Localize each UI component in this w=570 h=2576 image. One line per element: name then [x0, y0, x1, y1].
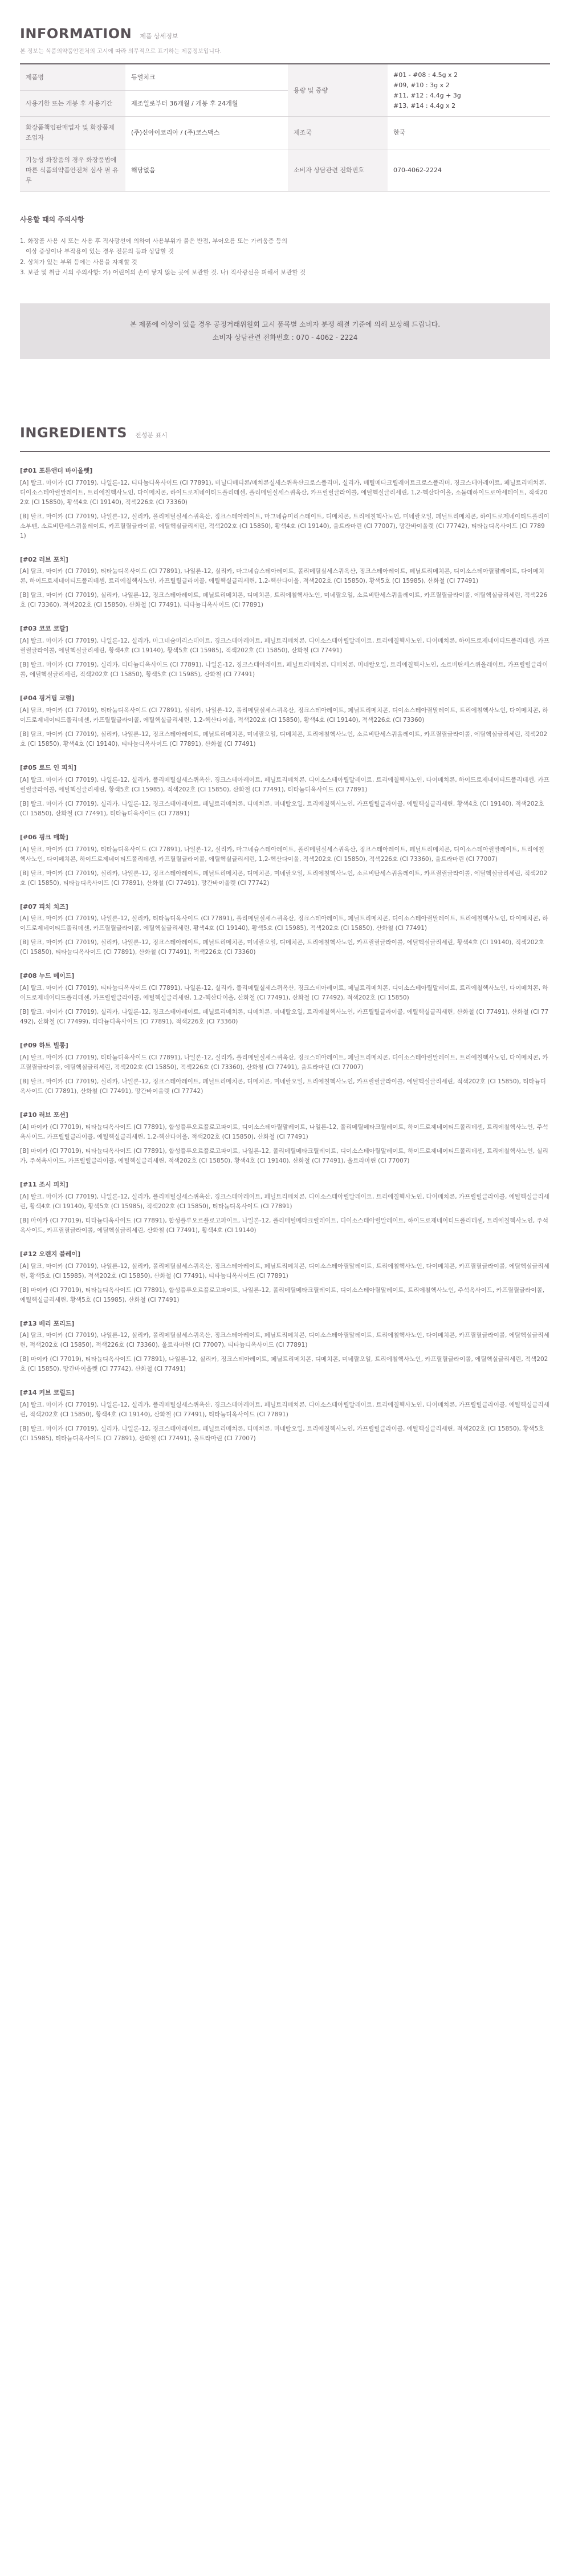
ingredient-group	[20, 1388, 550, 1444]
information-section	[20, 23, 550, 192]
information-header	[20, 23, 550, 45]
ingredient-entry: [B] 탈크, 마이카 (CI 77019), 실리카, 티타늄디옥사이드 (CI 77891), 나일론-12, 징크스테아레이트, 페닐트리메치콘, 디메치콘, 미네랄오일, 트리에칠헥사노인, 소르비탄세스퀴올레이트, 카프릴릴글라이콜, 에틸헥실글리세린, 적색202호 (CI 15850), 황색5호 (CI 15985), 산화철 (CI 77491)	[20, 661, 548, 678]
ingredient-group-title: [#06 핑크 매화]	[20, 833, 68, 841]
ingredient-group-title: [#04 핑거팁 코럴]	[20, 694, 75, 702]
info-value: 제조일로부터 36개월 / 개봉 후 24개월	[125, 91, 288, 117]
ingredient-entry: [A] 탈크, 마이카 (CI 77019), 나일론-12, 실리카, 폴리메틸실세스퀴옥산, 징크스테아레이트, 페닐트리메치콘, 디이소스테아릴말레이트, 트리에칠헥사노인, 다이메치콘, 하이드로제네이티드폴리데센, 카프릴릴글라이콜, 에틸헥실글리세린, 황색5호 (CI 15985), 적색202호 (CI 15850), 산화철 (CI 77491), 티타늄디옥사이드 (CI 77891)	[20, 776, 549, 793]
ingredient-entry: [B] 탈크, 마이카 (CI 77019), 실리카, 나일론-12, 징크스테아레이트, 페닐트리메치콘, 디메치콘, 트리에칠헥사노인, 미네랄오일, 소르비탄세스퀴올레이트, 카프릴릴글라이콜, 에틸헥실글리세린, 적색226호 (CI 73360), 적색202호 (CI 15850), 산화철 (CI 77491), 티타늄디옥사이드 (CI 77891)	[20, 592, 548, 609]
info-value: (주)신아이코리아 / (주)코스맥스	[125, 117, 288, 149]
ingredients-subtitle: 전성분 표시	[135, 431, 168, 439]
ingredient-group	[20, 1041, 550, 1096]
ingredient-group-title: [#01 포튼앤더 바이올렛]	[20, 466, 93, 474]
ingredient-group-title: [#07 피치 치즈]	[20, 903, 68, 911]
ingredient-group	[20, 624, 550, 680]
ingredient-group	[20, 763, 550, 819]
caution-section	[20, 214, 550, 278]
ingredient-entry: [A] 탈크, 마이카 (CI 77019), 나일론-12, 실리카, 폴리메틸실세스퀴옥산, 징크스테아레이트, 페닐트리메치콘, 디이소스테아릴말레이트, 트리에칠헥사노인, 다이메치콘, 카프릴릴글라이콜, 에틸헥실글리세린, 황색5호 (CI 15985), 적색202호 (CI 15850), 산화철 (CI 77491), 티타늄디옥사이드 (CI 77891)	[20, 1262, 549, 1279]
ingredients-header	[20, 422, 550, 444]
ingredient-entry: [B] 마이카 (CI 77019), 티타늄디옥사이드 (CI 77891), 합성플루오르플로고파이트, 나일론-12, 폴리메틸메타크릴레이트, 디이소스테아릴말레이트, 하이드로제네이티드폴리데센, 트리에칠헥사노인, 주석옥사이드, 카프릴릴글라이콜, 에틸헥실글리세린, 산화철 (CI 77491), 황색4호 (CI 19140)	[20, 1217, 548, 1234]
ingredient-entry: [A] 탈크, 마이카 (CI 77019), 나일론-12, 실리카, 티타늄디옥사이드 (CI 77891), 폴리메틸실세스퀴옥산, 징크스테아레이트, 페닐트리메치콘, 디이소스테아릴말레이트, 트리에칠헥사노인, 다이메치콘, 하이드로제네이티드폴리데센, 카프릴릴글라이콜, 에틸헥실글리세린, 황색4호 (CI 19140), 황색5호 (CI 15985), 적색202호 (CI 15850), 산화철 (CI 77491)	[20, 915, 548, 932]
ingredient-entry: [B] 탈크, 마이카 (CI 77019), 실리카, 나일론-12, 징크스테아레이트, 페닐트리메치콘, 디메치콘, 미네랄오일, 트리에칠헥사노인, 카프릴릴글라이콜, 에틸헥실글리세린, 적색202호 (CI 15850), 황색5호 (CI 15985), 티타늄디옥사이드 (CI 77891), 산화철 (CI 77491), 울트라마린 (CI 77007)	[20, 1425, 544, 1443]
ingredient-entry: [A] 탈크, 마이카 (CI 77019), 티타늄디옥사이드 (CI 77891), 나일론-12, 실리카, 폴리메틸실세스퀴옥산, 징크스테아레이트, 페닐트리메치콘, 디이소스테아릴말레이트, 트리에칠헥사노인, 다이메치콘, 하이드로제네이티드폴리데센, 카프릴릴글라이콜, 에틸헥실글리세린, 1,2-헥산다이올, 산화철 (CI 77491), 산화철 (CI 77492), 적색202호 (CI 15850)	[20, 985, 548, 1002]
ingredient-entry: [B] 탈크, 마이카 (CI 77019), 실리카, 나일론-12, 징크스테아레이트, 페닐트리메치콘, 디메치콘, 미네랄오일, 트리에칠헥사노인, 카프릴릴글라이콜, 에틸헥실글리세린, 황색4호 (CI 19140), 적색202호 (CI 15850), 산화철 (CI 77491), 티타늄디옥사이드 (CI 77891)	[20, 800, 544, 817]
volume-line: #01 - #08 : 4.5g x 2	[393, 71, 458, 79]
ingredient-group	[20, 971, 550, 1027]
ingredient-entry: [A] 탈크, 마이카 (CI 77019), 티타늄디옥사이드 (CI 77891), 실리카, 나일론-12, 폴리메틸실세스퀴옥산, 징크스테아레이트, 페닐트리메치콘, 디이소스테아릴말레이트, 트리에칠헥사노인, 다이메치콘, 하이드로제네이티드폴리데센, 카프릴릴글라이콜, 에틸헥실글리세린, 1,2-헥산다이올, 적색202호 (CI 15850), 황색4호 (CI 19140), 적색226호 (CI 73360)	[20, 707, 548, 724]
info-value: 070-4062-2224	[388, 149, 550, 191]
ingredients-title: INGREDIENTS	[20, 424, 128, 441]
info-table	[20, 64, 550, 192]
caution-item: 3. 보관 및 취급 시의 주의사항: 가) 어린이의 손이 닿지 않는 곳에 보관할 것. 나) 직사광선을 피해서 보관할 것	[20, 269, 306, 276]
ingredient-group-title: [#12 오렌지 블레이]	[20, 1250, 80, 1258]
info-row-functional	[20, 149, 550, 191]
ingredient-entry: [B] 탈크, 마이카 (CI 77019), 실리카, 나일론-12, 징크스테아레이트, 페닐트리메치콘, 디메치콘, 미네랄오일, 트리에칠헥사노인, 소르비탄세스퀴올레이트, 카프릴릴글라이콜, 에틸헥실글리세린, 적색202호 (CI 15850), 티타늄디옥사이드 (CI 77891), 산화철 (CI 77491), 망간바이올렛 (CI 77742)	[20, 869, 548, 887]
info-row-name	[20, 64, 550, 91]
ingredient-group-title: [#11 조시 피치]	[20, 1180, 68, 1188]
ingredient-entry: [B] 탈크, 마이카 (CI 77019), 실리카, 나일론-12, 징크스테아레이트, 페닐트리메치콘, 디메치콘, 미네랄오일, 트리에칠헥사노인, 카프릴릴글라이콜, 에틸헥실글리세린, 산화철 (CI 77491), 산화철 (CI 77492), 산화철 (CI 77499), 티타늄디옥사이드 (CI 77891), 적색226호 (CI 73360)	[20, 1009, 549, 1026]
ingredient-group	[20, 902, 550, 958]
info-label: 용량 및 중량	[288, 64, 388, 117]
ingredient-groups	[20, 466, 550, 1444]
ingredient-entry: [A] 탈크, 마이카 (CI 77019), 티타늄디옥사이드 (CI 77891), 나일론-12, 실리카, 마그네슘스테아레이트, 폴리메틸실세스퀴옥산, 징크스테아레이트, 페닐트리메치콘, 디이소스테아릴말레이트, 다이메치콘, 하이드로제네이티드폴리데센, 트리에칠헥사노인, 카프릴릴글라이콜, 에틸헥실글리세린, 1,2-헥산다이올, 적색202호 (CI 15850), 황색5호 (CI 15985), 산화철 (CI 77491)	[20, 568, 544, 585]
ingredients-section	[20, 422, 550, 1444]
info-label: 화장품책임판매업자 및 화장품제조업자	[20, 117, 125, 149]
notice-line: 본 제품에 이상이 있을 경우 공정거래위원회 고시 품목별 소비자 분쟁 해결 기준에 의해 보상해 드립니다.	[129, 320, 441, 329]
ingredient-group-title: [#05 로드 인 피치]	[20, 764, 77, 772]
ingredient-group	[20, 1319, 550, 1375]
ingredient-group	[20, 693, 550, 749]
ingredient-entry: [B] 탈크, 마이카 (CI 77019), 실리카, 나일론-12, 징크스테아레이트, 페닐트리메치콘, 디메치콘, 미네랄오일, 트리에칠헥사노인, 카프릴릴글라이콜, 에틸헥실글리세린, 적색202호 (CI 15850), 티타늄디옥사이드 (CI 77891), 산화철 (CI 77491), 망간바이올렛 (CI 77742)	[20, 1078, 546, 1095]
ingredient-entry: [B] 탈크, 마이카 (CI 77019), 실리카, 나일론-12, 징크스테아레이트, 페닐트리메치콘, 미네랄오일, 디메치콘, 트리에칠헥사노인, 카프릴릴글라이콜, 에틸헥실글리세린, 황색4호 (CI 19140), 적색202호 (CI 15850), 티타늄디옥사이드 (CI 77891), 산화철 (CI 77491), 적색226호 (CI 73360)	[20, 939, 544, 956]
ingredient-entry: [A] 탈크, 마이카 (CI 77019), 나일론-12, 실리카, 폴리메틸실세스퀴옥산, 징크스테아레이트, 페닐트리메치콘, 디이소스테아릴말레이트, 트리에칠헥사노인, 다이메치콘, 카프릴릴글라이콜, 에틸헥실글리세린, 적색202호 (CI 15850), 적색226호 (CI 73360), 울트라마린 (CI 77007), 티타늄디옥사이드 (CI 77891)	[20, 1332, 549, 1349]
ingredient-entry: [B] 마이카 (CI 77019), 티타늄디옥사이드 (CI 77891), 나일론-12, 실리카, 징크스테아레이트, 페닐트리메치콘, 디메치콘, 미네랄오일, 트리에칠헥사노인, 카프릴릴글라이콜, 에틸헥실글리세린, 적색202호 (CI 15850), 망간바이올렛 (CI 77742), 산화철 (CI 77491)	[20, 1356, 548, 1373]
ingredient-group-title: [#03 코코 코랄]	[20, 625, 68, 633]
info-value-volume	[388, 64, 550, 117]
info-value: 한국	[388, 117, 550, 149]
ingredient-entry: [B] 탈크, 마이카 (CI 77019), 실리카, 나일론-12, 징크스테아레이트, 페닐트리메치콘, 미네랄오일, 디메치콘, 트리에칠헥사노인, 소르비탄세스퀴올레이트, 카프릴릴글라이콜, 에틸헥실글리세린, 적색202호 (CI 15850), 황색4호 (CI 19140), 티타늄디옥사이드 (CI 77891), 산화철 (CI 77491)	[20, 731, 548, 748]
ingredient-entry: [B] 마이카 (CI 77019), 티타늄디옥사이드 (CI 77891), 합성플루오르플로고파이트, 나일론-12, 폴리메틸메타크릴레이트, 디이소스테아릴말레이트, 트리에칠헥사노인, 주석옥사이드, 카프릴릴글라이콜, 에틸헥실글리세린, 황색5호 (CI 15985), 산화철 (CI 77491)	[20, 1286, 545, 1303]
notice-phone: 소비자 상담관련 전화번호 : 070 - 4062 - 2224	[212, 334, 358, 342]
ingredient-group-title: [#13 베리 포리드]	[20, 1319, 75, 1327]
ingredient-group-title: [#10 러브 포션]	[20, 1111, 68, 1119]
ingredient-entry: [A] 탈크, 마이카 (CI 77019), 티타늄디옥사이드 (CI 77891), 나일론-12, 실리카, 마그네슘스테아레이트, 폴리메틸실세스퀴옥산, 징크스테아레이트, 페닐트리메치콘, 디이소스테아릴말레이트, 트리에칠헥사노인, 다이메치콘, 하이드로제네이티드폴리데센, 카프릴릴글라이콜, 에틸헥실글리세린, 1,2-헥산다이올, 적색202호 (CI 15850), 적색226호 (CI 73360), 울트라마린 (CI 77007)	[20, 846, 544, 863]
ingredient-group-title: [#08 누드 메이드]	[20, 972, 75, 980]
info-row-maker	[20, 117, 550, 149]
ingredient-entry: [A] 탈크, 마이카 (CI 77019), 나일론-12, 실리카, 폴리메틸실세스퀴옥산, 징크스테아레이트, 페닐트리메치콘, 디이소스테아릴말레이트, 트리에칠헥사노인, 다이메치콘, 카프릴릴글라이콜, 에틸헥실글리세린, 적색202호 (CI 15850), 황색4호 (CI 19140), 산화철 (CI 77491), 티타늄디옥사이드 (CI 77891)	[20, 1401, 549, 1419]
info-label: 기능성 화장품의 경우 화장품법에 따른 식품의약품안전처 심사 필 유무	[20, 149, 125, 191]
information-title: INFORMATION	[20, 26, 132, 42]
compensation-notice	[20, 303, 550, 359]
ingredient-group-title: [#14 커브 코럴드]	[20, 1389, 75, 1397]
information-subtitle: 제품 상세정보	[140, 32, 178, 40]
volume-line: #13, #14 : 4.4g x 2	[393, 101, 456, 109]
caution-title: 사용할 때의 주의사항	[20, 216, 84, 224]
ingredient-group	[20, 1249, 550, 1305]
ingredient-group	[20, 1110, 550, 1166]
caution-list	[20, 236, 550, 278]
info-value: 해당없음	[125, 149, 288, 191]
info-label: 제조국	[288, 117, 388, 149]
ingredient-entry: [B] 탈크, 마이카 (CI 77019), 나일론-12, 실리카, 폴리메틸실세스퀴옥산, 징크스테아레이트, 마그네슘미리스테이트, 디메치콘, 트리에칠헥사노인, 미네랄오일, 페닐트리메치콘, 하이드로제네이티드폴리이소부텐, 소르비탄세스퀴올레이트, 카프릴릴글라이콜, 에틸헥실글리세린, 적색202호 (CI 15850), 황색4호 (CI 19140), 울트라마린 (CI 77007), 망간바이올렛 (CI 77742), 티타늄디옥사이드 (CI 77891)	[20, 513, 549, 539]
volume-line: #09, #10 : 3g x 2	[393, 81, 450, 89]
ingredient-entry: [A] 탈크, 마이카 (CI 77019), 나일론-12, 실리카, 마그네슘미리스테이트, 징크스테아레이트, 페닐트리메치콘, 디이소스테아릴말레이트, 트리에칠헥사노인, 다이메치콘, 하이드로제네이티드폴리데센, 카프릴릴글라이콜, 에틸헥실글리세린, 황색4호 (CI 19140), 황색5호 (CI 15985), 적색202호 (CI 15850), 산화철 (CI 77491)	[20, 637, 549, 655]
ingredient-group	[20, 1180, 550, 1236]
ingredient-group	[20, 555, 550, 611]
ingredient-entry: [A] 탈크, 마이카 (CI 77019), 나일론-12, 티타늄디옥사이드 (CI 77891), 비닐디메티콘/메치콘실세스퀴옥산크로스폴리머, 실리카, 메틸메타크릴레이트크로스폴리머, 징크스테아레이트, 페닐트리메치콘, 디이소스테아릴말레이트, 트리에칠헥사노인, 다이메치콘, 하이드로제네이티드폴리데센, 폴리메틸실세스퀴옥산, 카프릴릴글라이콜, 에틸헥실글리세린, 1,2-헥산다이올, 소듐데하이드로아세테이트, 적색202호 (CI 15850), 황색4호 (CI 19140), 적색226호 (CI 73360)	[20, 479, 548, 506]
info-label: 사용기한 또는 개봉 후 사용기간	[20, 91, 125, 117]
ingredient-group	[20, 466, 550, 541]
ingredient-group-title: [#02 러브 포치]	[20, 555, 68, 563]
ingredient-entry: [B] 마이카 (CI 77019), 티타늄디옥사이드 (CI 77891), 합성플루오르플로고파이트, 나일론-12, 폴리메틸메타크릴레이트, 디이소스테아릴말레이트, 하이드로제네이티드폴리데센, 트리에칠헥사노인, 실리카, 주석옥사이드, 카프릴릴글라이콜, 에틸헥실글리세린, 적색202호 (CI 15850), 황색4호 (CI 19140), 산화철 (CI 77491), 울트라마린 (CI 77007)	[20, 1147, 548, 1164]
info-label: 소비자 상담관련 전화번호	[288, 149, 388, 191]
caution-item: 2. 상처가 있는 부위 등에는 사용을 자제할 것	[20, 258, 137, 266]
caution-item: 이상 증상이나 부작용이 있는 경우 전문의 등과 상담할 것	[26, 248, 174, 255]
info-label: 제품명	[20, 64, 125, 91]
information-note: 본 정보는 식품의약품안전처의 고시에 따라 의무적으로 표기하는 제품정보입니다.	[20, 48, 222, 55]
ingredient-group-title: [#09 하트 빌롱]	[20, 1042, 68, 1050]
volume-line: #11, #12 : 4.4g + 3g	[393, 91, 461, 99]
ingredient-entry: [A] 탈크, 마이카 (CI 77019), 티타늄디옥사이드 (CI 77891), 나일론-12, 실리카, 폴리메틸실세스퀴옥산, 징크스테아레이트, 페닐트리메치콘, 디이소스테아릴말레이트, 트리에칠헥사노인, 다이메치콘, 카프릴릴글라이콜, 에틸헥실글리세린, 적색202호 (CI 15850), 적색226호 (CI 73360), 산화철 (CI 77491), 울트라마린 (CI 77007)	[20, 1054, 548, 1071]
ingredient-entry: [A] 마이카 (CI 77019), 티타늄디옥사이드 (CI 77891), 합성플루오르플로고파이트, 디이소스테아릴말레이트, 나일론-12, 폴리메틸메타크릴레이트, 하이드로제네이티드폴리데센, 트리에칠헥사노인, 주석옥사이드, 카프릴릴글라이콜, 에틸헥실글리세린, 1,2-헥산다이올, 적색202호 (CI 15850), 산화철 (CI 77491)	[20, 1123, 548, 1140]
ingredients-rule	[20, 451, 550, 452]
caution-item: 1. 화장품 사용 시 또는 사용 후 직사광선에 의하여 사용부위가 붉은 반점, 부어오름 또는 가려움증 등의	[20, 237, 288, 245]
ingredient-entry: [A] 탈크, 마이카 (CI 77019), 나일론-12, 실리카, 폴리메틸실세스퀴옥산, 징크스테아레이트, 페닐트리메치콘, 디이소스테아릴말레이트, 트리에칠헥사노인, 다이메치콘, 카프릴릴글라이콜, 에틸헥실글리세린, 황색4호 (CI 19140), 황색5호 (CI 15985), 적색202호 (CI 15850), 티타늄디옥사이드 (CI 77891)	[20, 1193, 549, 1210]
ingredient-group	[20, 832, 550, 888]
info-value: 듀얼치크	[125, 64, 288, 91]
